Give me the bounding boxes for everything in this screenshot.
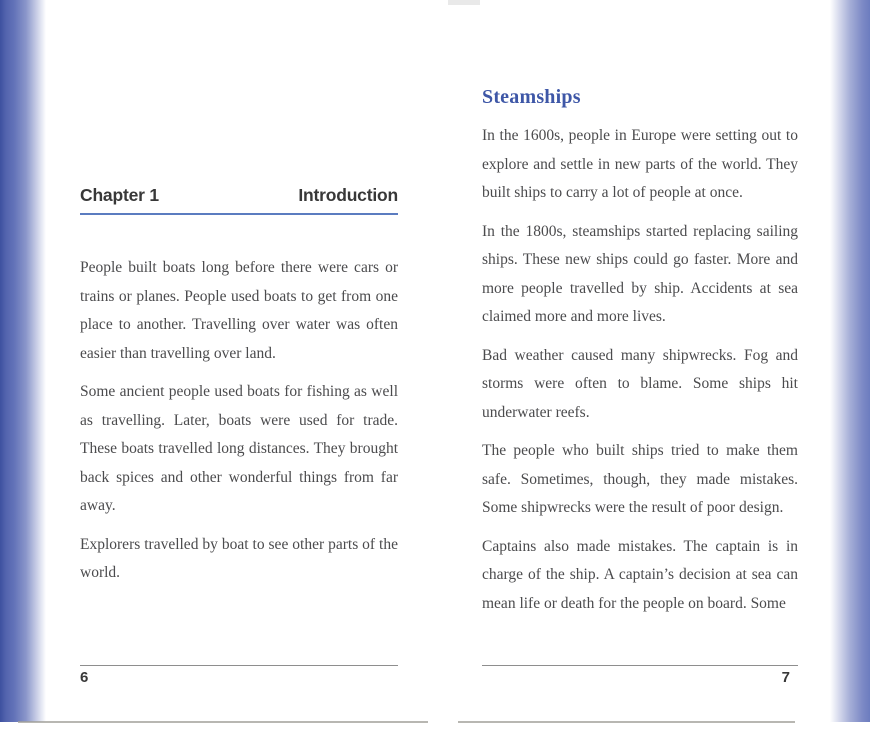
section-heading: Steamships — [482, 86, 581, 108]
paragraph: Bad weather caused many shipwrecks. Fog and storms were often to blame. Some ships hit underwater reefs. — [482, 346, 798, 421]
page-number-right: 7 — [781, 669, 790, 686]
left-page-body — [80, 254, 398, 598]
paragraph: Captains also made mistakes. The captain is in charge of the ship. A captain’s decision at sea can mean life or death for the people on board. Some — [482, 537, 798, 612]
chapter-title: Introduction — [298, 185, 398, 205]
right-page-body — [482, 122, 798, 628]
paragraph: The people who built ships tried to make them safe. Sometimes, though, they made mistakes. Some shipwrecks were the result of poor design. — [482, 442, 798, 516]
bottom-edge-right-segment — [458, 721, 795, 723]
bottom-edge-left-segment — [18, 721, 428, 723]
book-bottom-edge — [0, 721, 870, 724]
paragraph: In the 1800s, steamships started replacing sailing ships. These new ships could go faster. More and more people travelled by ship. Accidents at sea claimed more and more lives. — [482, 222, 798, 325]
chapter-header — [80, 185, 398, 215]
chapter-label: Chapter 1 — [80, 185, 159, 205]
paragraph: Explorers travelled by boat to see other parts of the world. — [80, 535, 398, 581]
page-number-left: 6 — [80, 669, 89, 686]
paragraph: People built boats long before there were cars or trains or planes. People used boats to get from one place to another. Travelling over water was often easier than travelling over land. — [80, 259, 398, 362]
page-top-edge-mark — [448, 0, 480, 5]
paragraph: In the 1600s, people in Europe were setting out to explore and settle in new parts of the world. They built ships to carry a lot of people at once. — [482, 127, 798, 201]
right-page-footer — [482, 665, 798, 686]
page-right — [482, 0, 798, 729]
book-right-edge — [828, 0, 870, 722]
paragraph: Some ancient people used boats for fishing as well as travelling. Later, boats were used for trade. These boats travelled long distances. They brought back spices and other wonderful things from far away. — [80, 383, 398, 514]
left-page-footer — [80, 665, 398, 686]
page-left — [80, 0, 398, 729]
book-left-edge — [0, 0, 48, 722]
